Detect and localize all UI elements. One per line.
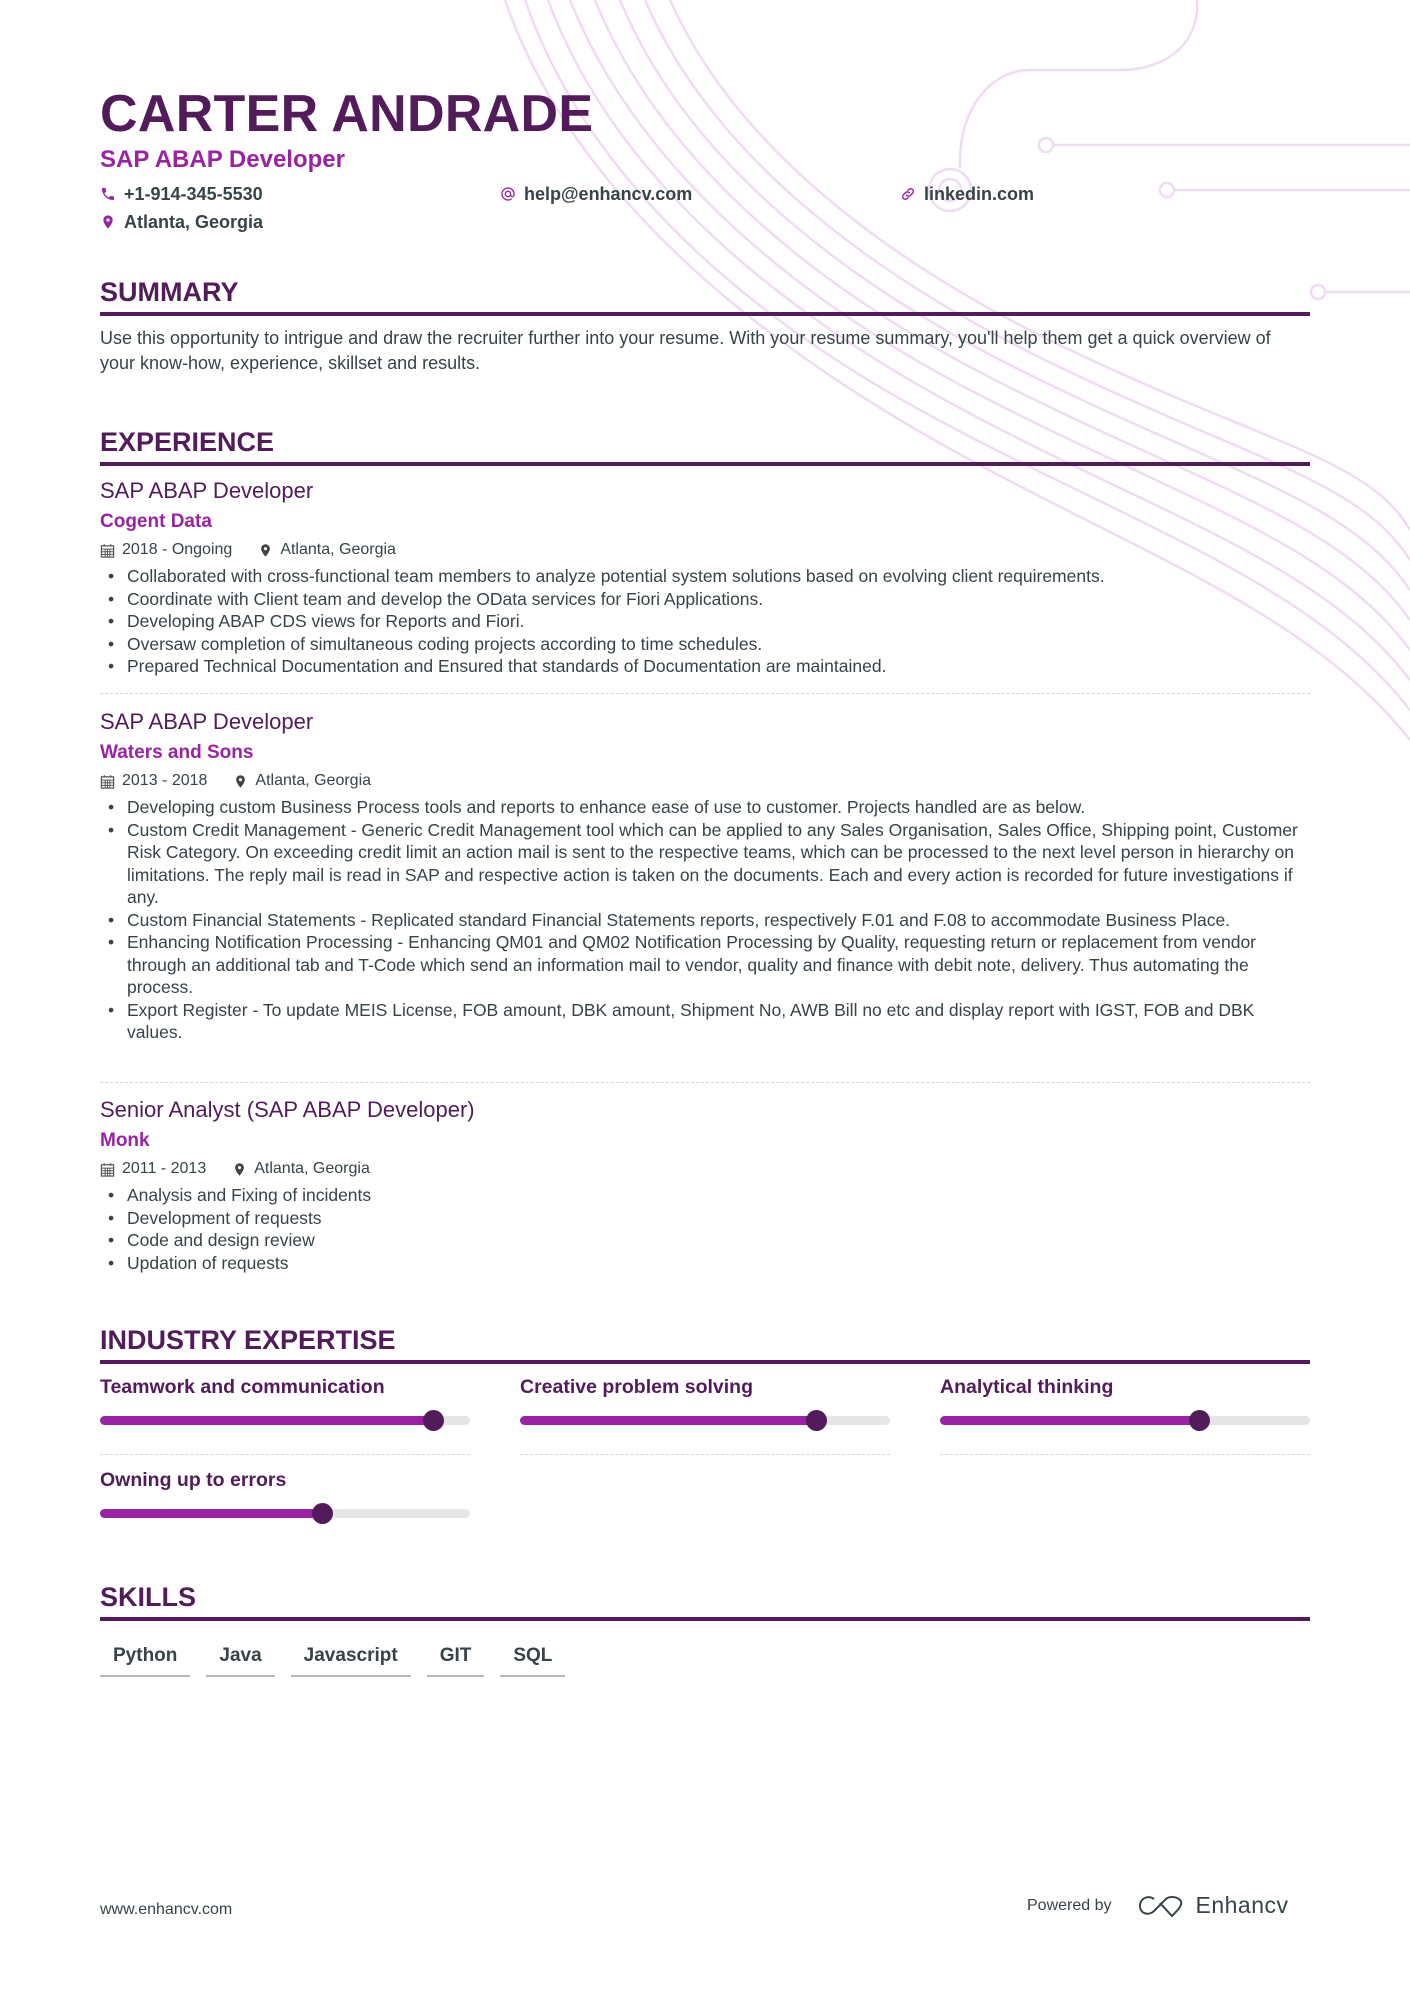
expertise-bar-fill [100,1509,322,1518]
section-divider [100,1360,1310,1364]
expertise-bar-fill [940,1416,1199,1425]
contact-phone [100,183,263,205]
job-dates: 2018 - Ongoing [122,541,233,558]
job-bullet: • Developing ABAP CDS views for Reports and Fiori. [100,610,1310,633]
contact-email[interactable] [500,183,692,205]
job-location: Atlanta, Georgia [254,1160,370,1177]
section-divider [100,462,1310,466]
job-bullet: • Updation of requests [100,1252,1310,1275]
expertise-bar [100,1416,470,1425]
job-role: Senior Analyst (SAP ABAP Developer) [100,1097,475,1122]
expertise-bar [100,1509,470,1518]
job-dates: 2011 - 2013 [122,1160,207,1177]
job-bullet: • Analysis and Fixing of incidents [100,1184,1310,1207]
expertise-label: Teamwork and communication [100,1376,385,1398]
contact-location [100,211,263,233]
skill-tag: SQL [500,1640,565,1677]
job-bullets [100,1184,1310,1274]
job-bullets [100,565,1310,678]
enhancv-logo[interactable] [1138,1892,1289,1919]
skill-tags [100,1640,565,1677]
job-entry [100,707,1310,1044]
summary-heading: SUMMARY [100,277,239,307]
job-bullet: • Export Register - To update MEIS License, FOB amount, DBK amount, Shipment No, AWB Bill no etc and display report with IGST, FOB and DBK values. [100,999,1310,1044]
job-bullet: • Custom Financial Statements - Replicated standard Financial Statements reports, respectively F.01 and F.08 to accommodate Business Place. [100,909,1310,932]
expertise-bar [940,1416,1310,1425]
map-pin-icon [233,774,248,789]
expertise-label: Creative problem solving [520,1376,753,1398]
expertise-item [940,1374,1310,1425]
map-pin-icon [100,214,116,230]
job-bullet: • Prepared Technical Documentation and Ensured that standards of Documentation are maintained. [100,655,1310,678]
expertise-section-header [100,1324,1310,1364]
expertise-bar [520,1416,890,1425]
job-bullet: • Development of requests [100,1207,1310,1230]
job-meta [100,538,1310,562]
email-text[interactable]: help@enhancv.com [524,184,693,204]
expertise-bar-knob [423,1410,444,1431]
job-location: Atlanta, Georgia [255,772,372,789]
job-company: Cogent Data [100,511,212,532]
calendar-icon [100,1162,115,1177]
expertise-heading: INDUSTRY EXPERTISE [100,1325,396,1355]
summary-section-header [100,276,1310,316]
job-bullets [100,796,1310,1044]
job-bullet: • Coordinate with Client team and develop the OData services for Fiori Applications. [100,588,1310,611]
calendar-icon [100,774,115,789]
expertise-label: Analytical thinking [940,1376,1114,1398]
experience-section-header [100,426,1310,466]
candidate-title: SAP ABAP Developer [100,146,345,173]
job-entry [100,1095,1310,1274]
phone-icon [100,186,116,202]
expertise-item [100,1467,470,1518]
job-role: SAP ABAP Developer [100,709,314,734]
job-bullet: • Enhancing Notification Processing - Enhancing QM01 and QM02 Notification Processing by Quality, requesting return or replacement from vendor through an additional tab and T-Code which send an information mail to vendor, quality and finance with debit note, delivery. Thus automating the process. [100,931,1310,999]
skill-tag: Javascript [291,1640,411,1677]
job-bullet: • Code and design review [100,1229,1310,1252]
entry-divider [520,1454,890,1455]
expertise-bar-fill [520,1416,816,1425]
footer-branding [1027,1892,1289,1919]
expertise-bar-knob [806,1410,827,1431]
entry-divider [100,693,1310,694]
job-meta [100,769,1310,793]
calendar-icon [100,543,115,558]
job-entry [100,476,1310,678]
expertise-label: Owning up to errors [100,1469,287,1491]
job-bullet: • Developing custom Business Process tools and reports to enhance ease of use to customer. Projects handled are as below. [100,796,1310,819]
skills-section-header [100,1581,1310,1621]
location-text: Atlanta, Georgia [124,212,264,232]
expertise-item [100,1374,470,1425]
skill-tag: Java [206,1640,274,1677]
experience-heading: EXPERIENCE [100,427,275,457]
job-dates: 2013 - 2018 [122,772,208,789]
section-divider [100,1617,1310,1621]
section-divider [100,312,1310,316]
link-text[interactable]: linkedin.com [924,184,1035,204]
expertise-item [520,1374,890,1425]
job-location: Atlanta, Georgia [280,541,396,558]
enhancv-logo-icon [1138,1894,1184,1918]
map-pin-icon [258,543,273,558]
candidate-name: CARTER ANDRADE [100,85,594,143]
job-bullet: • Oversaw completion of simultaneous coding projects according to time schedules. [100,633,1310,656]
expertise-bar-knob [312,1503,333,1524]
contact-link[interactable] [900,183,1034,205]
job-bullet: • Custom Credit Management - Generic Credit Management tool which can be applied to any Sales Organisation, Sales Office, Shipping point, Customer Risk Category. On exceeding credit limit an action mail is sent to the respective teams, which can be processed to the next level person in hierarchy on limitations. The reply mail is read in SAP and respective action is taken on the documents. Each and every action is recorded for future investigations if any. [100,819,1310,909]
powered-by-label: Powered by [1027,1896,1112,1914]
skill-tag: GIT [427,1640,485,1677]
summary-text: Use this opportunity to intrigue and draw the recruiter further into your resume. With your resume summary, you'll help them get a quick overview of your know-how, experience, skillset and results. [100,328,1271,373]
entry-divider [940,1454,1310,1455]
skill-tag: Python [100,1640,190,1677]
brand-name: Enhancv [1195,1892,1289,1918]
phone-text: +1-914-345-5530 [124,184,263,204]
map-pin-icon [232,1162,247,1177]
job-company: Monk [100,1130,150,1151]
expertise-bar-fill [100,1416,433,1425]
at-icon [500,186,516,202]
skills-heading: SKILLS [100,1582,197,1612]
job-role: SAP ABAP Developer [100,478,314,503]
job-meta [100,1157,1310,1181]
expertise-bar-knob [1189,1410,1210,1431]
job-company: Waters and Sons [100,742,254,763]
footer-website-link[interactable]: www.enhancv.com [100,1901,233,1918]
job-bullet: • Collaborated with cross-functional team members to analyze potential system solutions based on evolving client requirements. [100,565,1310,588]
link-icon [900,186,916,202]
entry-divider [100,1082,1310,1083]
entry-divider [100,1454,470,1455]
